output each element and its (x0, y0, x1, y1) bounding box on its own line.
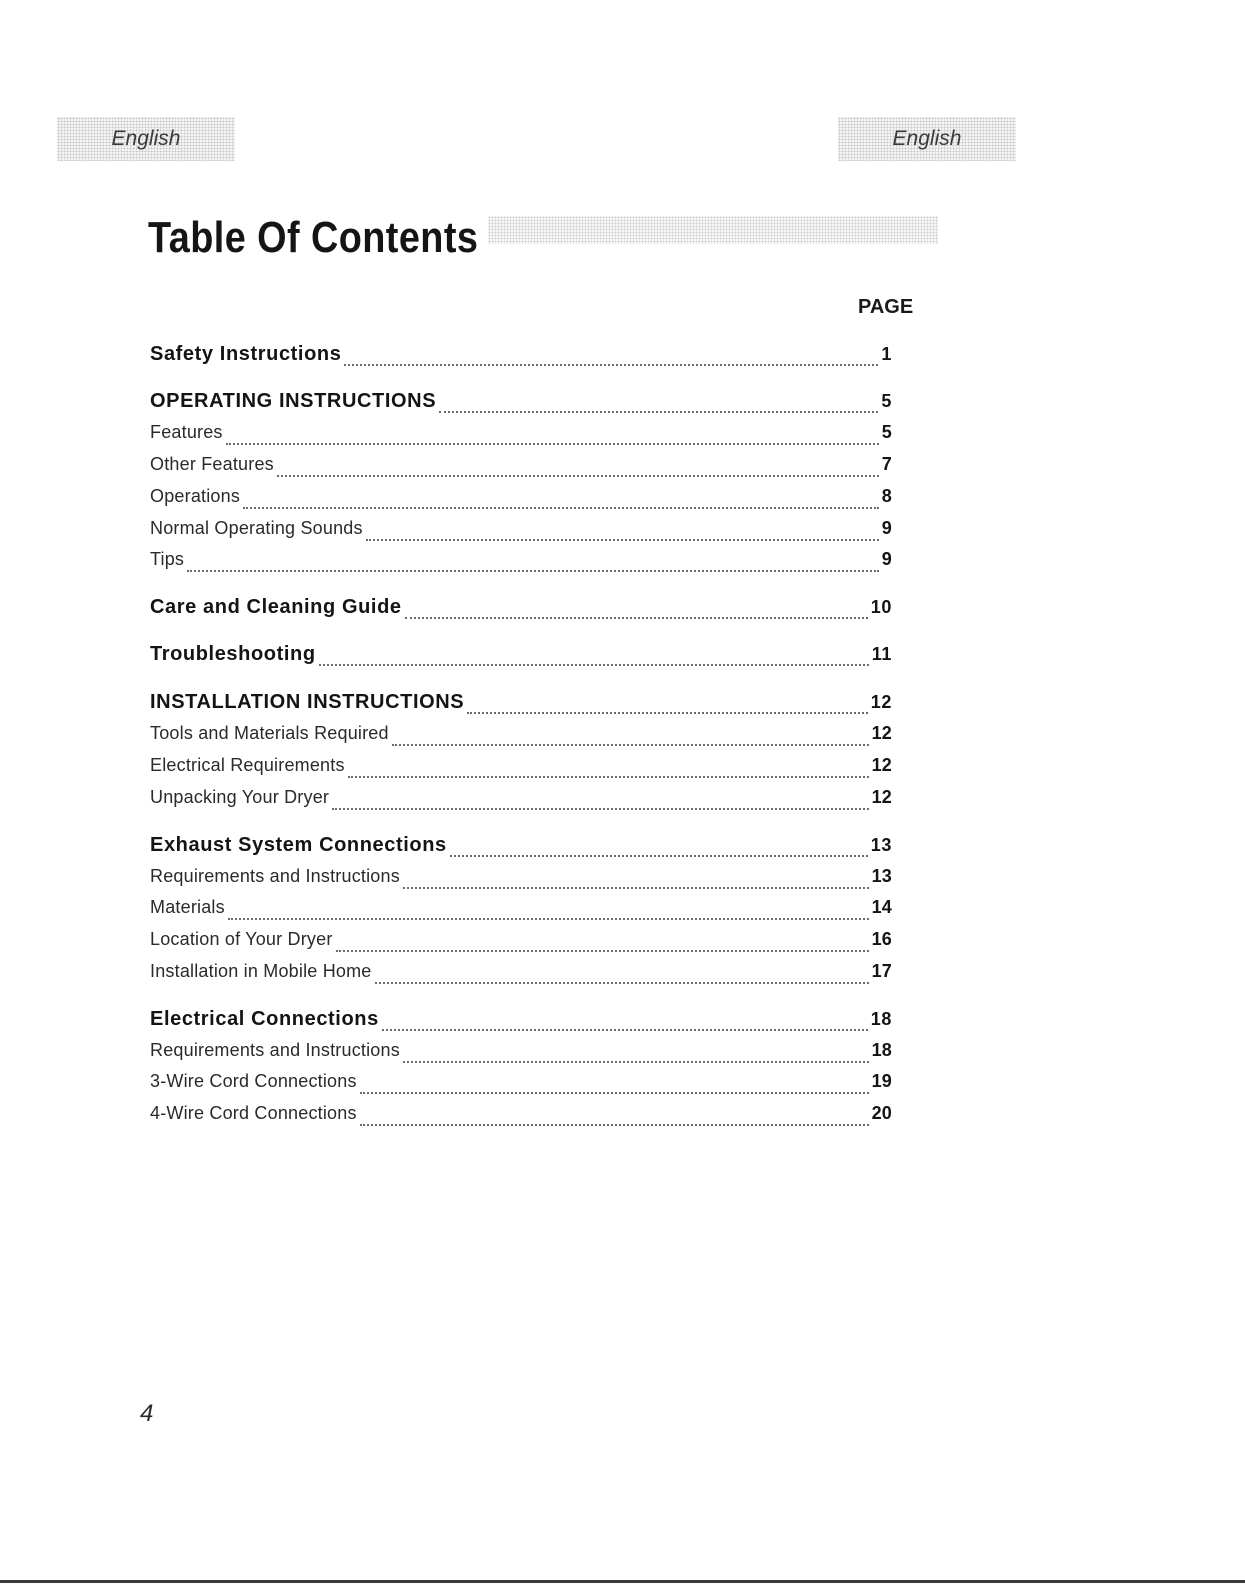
toc-entry-page: 13 (870, 835, 892, 855)
toc-entry-page: 12 (871, 723, 892, 743)
toc-dot-leader (344, 364, 878, 366)
toc-dot-leader (382, 1029, 868, 1031)
toc-dot-leader (439, 411, 878, 413)
toc-dot-leader (226, 443, 879, 445)
toc-item-row (150, 1071, 892, 1101)
toc-dot-leader (360, 1092, 869, 1094)
toc-item-row (150, 454, 892, 484)
toc-entry-page: 18 (871, 1040, 892, 1060)
toc-entry-page: 5 (881, 391, 892, 411)
toc-section-row (150, 390, 892, 420)
table-of-contents (150, 0, 892, 1585)
toc-entry-label: Installation in Mobile Home (150, 961, 372, 981)
toc-entry-label: Requirements and Instructions (150, 1040, 400, 1060)
toc-entry-label: Care and Cleaning Guide (150, 596, 402, 618)
toc-dot-leader (243, 507, 879, 509)
toc-entry-label: 3-Wire Cord Connections (150, 1071, 357, 1091)
toc-entry-label: Unpacking Your Dryer (150, 787, 330, 807)
toc-entry-label: OPERATING INSTRUCTIONS (150, 390, 437, 412)
toc-entry-page: 14 (871, 897, 892, 917)
toc-item-row (150, 723, 892, 753)
toc-entry-page: 20 (871, 1103, 892, 1123)
toc-entry-page: 7 (881, 454, 892, 474)
toc-item-row (150, 1040, 892, 1070)
toc-entry-page: 18 (870, 1009, 892, 1029)
toc-entry-page: 19 (871, 1071, 892, 1091)
toc-entry-label: Materials (150, 897, 225, 917)
toc-dot-leader (319, 664, 869, 666)
toc-section-row (150, 691, 892, 721)
toc-dot-leader (375, 982, 869, 984)
toc-entry-page: 16 (871, 929, 892, 949)
toc-item-row (150, 549, 892, 579)
toc-entry-label: 4-Wire Cord Connections (150, 1103, 357, 1123)
toc-dot-leader (228, 918, 869, 920)
toc-entry-page: 10 (870, 597, 892, 617)
toc-entry-label: Exhaust System Connections (150, 834, 447, 856)
toc-entry-page: 12 (871, 755, 892, 775)
toc-item-row (150, 518, 892, 548)
toc-item-row (150, 787, 892, 817)
toc-entry-label: Electrical Requirements (150, 755, 345, 775)
toc-entry-page: 13 (871, 866, 892, 886)
toc-entry-page: 12 (871, 787, 892, 807)
toc-entry-page: 9 (881, 549, 892, 569)
toc-entry-label: Tips (150, 549, 185, 569)
toc-item-row (150, 897, 892, 927)
toc-dot-leader (360, 1124, 869, 1126)
toc-dot-leader (336, 950, 869, 952)
toc-dot-leader (187, 570, 879, 572)
toc-item-row (150, 486, 892, 516)
toc-entry-label: Tools and Materials Required (150, 723, 389, 743)
toc-entry-page: 12 (870, 692, 892, 712)
toc-entry-page: 8 (881, 486, 892, 506)
toc-entry-page: 5 (881, 422, 892, 442)
toc-dot-leader (332, 808, 868, 810)
toc-dot-leader (450, 855, 868, 857)
toc-item-row (150, 866, 892, 896)
toc-dot-leader (392, 744, 869, 746)
toc-item-row (150, 929, 892, 959)
toc-dot-leader (405, 617, 868, 619)
scan-edge-line (0, 1580, 1245, 1583)
toc-item-row (150, 961, 892, 991)
toc-entry-page: 17 (871, 961, 892, 981)
toc-dot-leader (403, 1061, 869, 1063)
toc-section-row (150, 1008, 892, 1038)
toc-section-row (150, 834, 892, 864)
language-label-right-text: English (892, 127, 962, 150)
page-number: 4 (140, 1400, 154, 1427)
toc-dot-leader (366, 539, 879, 541)
toc-dot-leader (277, 475, 879, 477)
page-column-header: PAGE (858, 296, 914, 318)
toc-entry-label: Features (150, 422, 223, 442)
toc-entry-label: Requirements and Instructions (150, 866, 400, 886)
toc-entry-label: Troubleshooting (150, 643, 316, 665)
toc-entry-page: 9 (881, 518, 892, 538)
toc-dot-leader (467, 712, 868, 714)
language-label-left-text: English (111, 127, 181, 150)
toc-dot-leader (348, 776, 869, 778)
toc-entry-label: Operations (150, 486, 241, 506)
toc-dot-leader (403, 887, 869, 889)
toc-item-row (150, 1103, 892, 1133)
page-title: Table Of Contents (148, 213, 479, 262)
toc-entry-page: 11 (871, 644, 892, 664)
toc-entry-page: 1 (881, 344, 892, 364)
toc-entry-label: INSTALLATION INSTRUCTIONS (150, 691, 465, 713)
toc-entry-label: Safety Instructions (150, 343, 342, 365)
toc-section-row (150, 643, 892, 673)
toc-entry-label: Electrical Connections (150, 1008, 379, 1030)
toc-item-row (150, 755, 892, 785)
toc-section-row (150, 343, 892, 373)
toc-entry-label: Normal Operating Sounds (150, 518, 363, 538)
toc-section-row (150, 596, 892, 626)
toc-item-row (150, 422, 892, 452)
toc-entry-label: Location of Your Dryer (150, 929, 333, 949)
toc-entry-label: Other Features (150, 454, 274, 474)
